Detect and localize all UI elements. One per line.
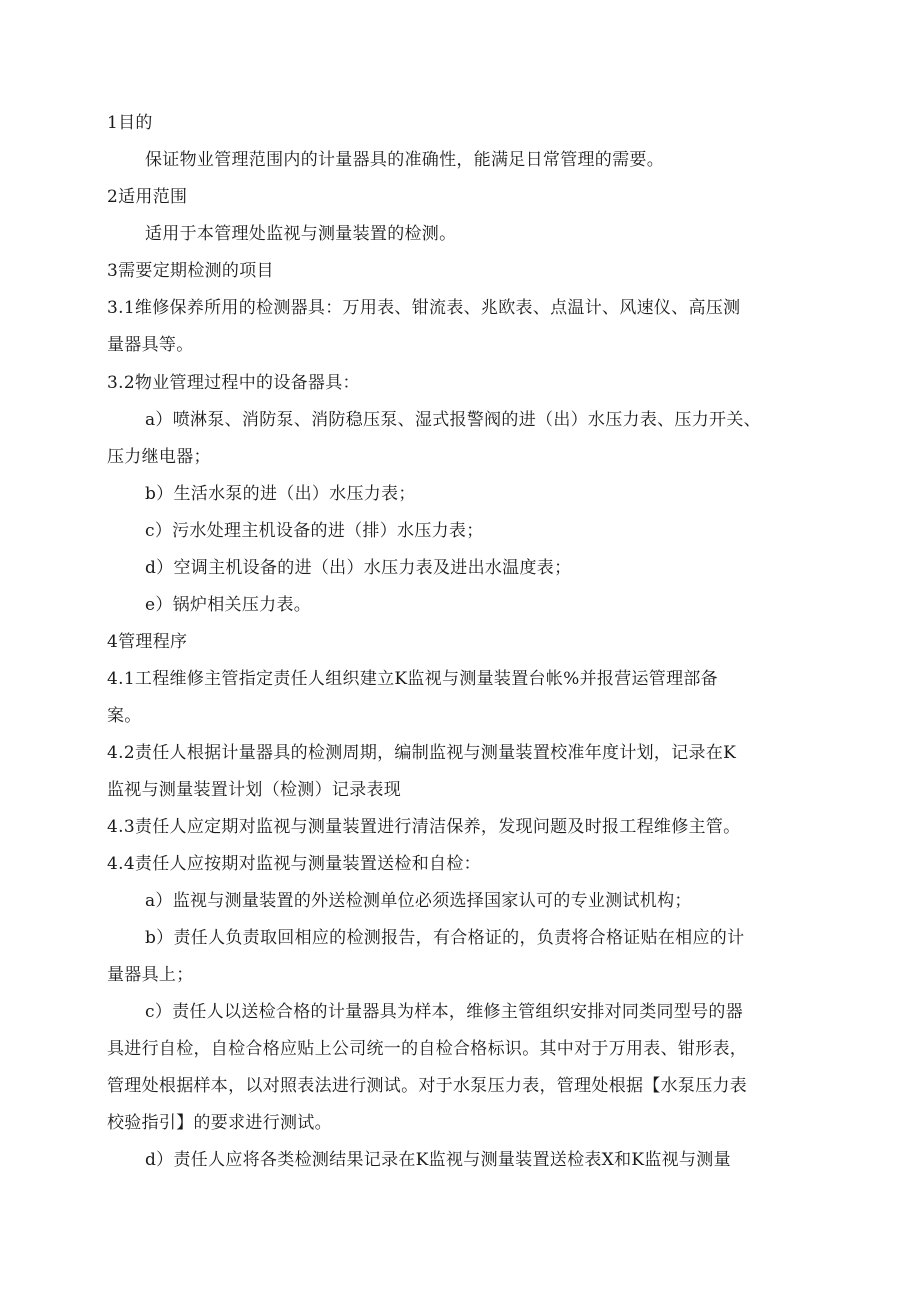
paragraph: 量器具等。 xyxy=(107,335,194,355)
list-item-continuation: 具进行自检，自检合格应贴上公司统一的自检合格标识。其中对于万用表、钳形表， xyxy=(107,1039,748,1059)
list-item: c）责任人以送检合格的计量器具为样本，维修主管组织安排对同类同型号的器 xyxy=(145,1002,744,1022)
list-item-continuation: 量器具上； xyxy=(107,965,194,985)
list-item-continuation: 管理处根据样本，以对照表法进行测试。对于水泵压力表，管理处根据【水泵压力表 xyxy=(107,1076,748,1096)
list-item: d）空调主机设备的进（出）水压力表及进出水温度表； xyxy=(145,558,572,578)
list-item: a）监视与测量装置的外送检测单位必须选择国家认可的专业测试机构； xyxy=(145,891,692,911)
paragraph: 监视与测量装置计划（检测）记录表现 xyxy=(107,780,402,800)
list-item: b）责任人负责取回相应的检测报告，有合格证的，负责将合格证贴在相应的计 xyxy=(145,928,745,948)
list-item-continuation: 校验指引】的要求进行测试。 xyxy=(107,1113,332,1133)
paragraph: 3.2物业管理过程中的设备器具： xyxy=(107,373,360,393)
heading-4: 4管理程序 xyxy=(107,632,188,652)
paragraph: 4.1工程维修主管指定责任人组织建立K监视与测量装置台帐%并报营运管理部备 xyxy=(107,669,718,689)
list-item: e）锅炉相关压力表。 xyxy=(145,595,312,615)
list-item: a）喷淋泵、消防泵、消防稳压泵、湿式报警阀的进（出）水压力表、压力开关、 xyxy=(145,410,761,430)
paragraph: 4.3责任人应定期对监视与测量装置进行清洁保养，发现问题及时报工程维修主管。 xyxy=(107,817,741,837)
paragraph: 保证物业管理范围内的计量器具的准确性，能满足日常管理的需要。 xyxy=(145,150,664,170)
paragraph: 案。 xyxy=(107,706,142,726)
list-item: d）责任人应将各类检测结果记录在K监视与测量装置送检表X和K监视与测量 xyxy=(145,1150,731,1170)
paragraph: 3.1维修保养所用的检测器具：万用表、钳流表、兆欧表、点温计、风速仪、高压测 xyxy=(107,298,741,318)
paragraph: 适用于本管理处监视与测量装置的检测。 xyxy=(145,224,457,244)
list-item: b）生活水泵的进（出）水压力表； xyxy=(145,484,416,504)
paragraph: 4.4责任人应按期对监视与测量装置送检和自检： xyxy=(107,854,481,874)
heading-2: 2适用范围 xyxy=(107,187,188,207)
paragraph: 4.2责任人根据计量器具的检测周期，编制监视与测量装置校准年度计划，记录在K xyxy=(107,743,737,763)
list-item-continuation: 压力继电器； xyxy=(107,447,211,467)
list-item: c）污水处理主机设备的进（排）水压力表； xyxy=(145,521,484,541)
heading-1: 1目的 xyxy=(107,113,153,133)
heading-3: 3需要定期检测的项目 xyxy=(107,261,274,281)
